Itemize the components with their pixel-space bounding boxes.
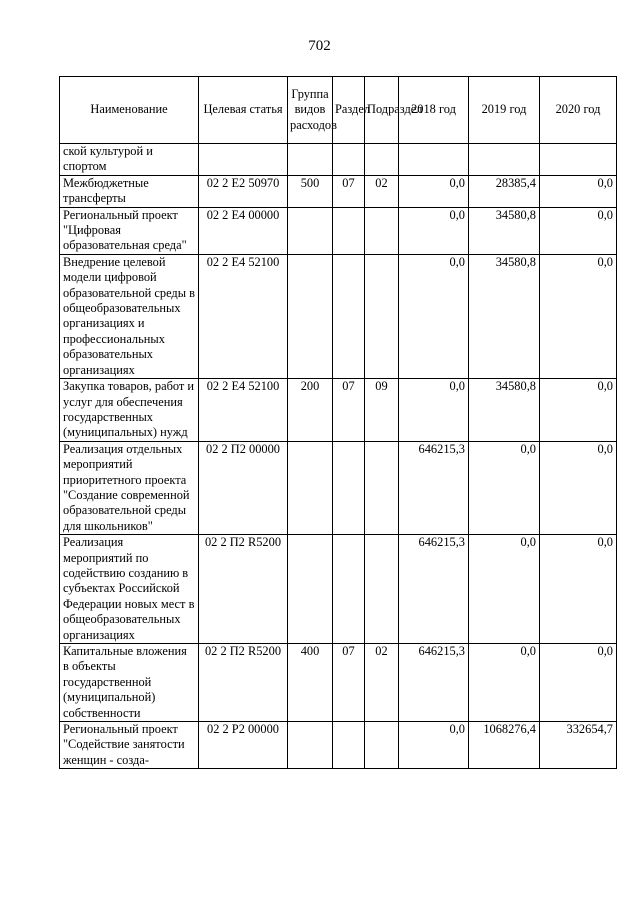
cell-2019: 34580,8 xyxy=(469,207,540,254)
cell-subsection xyxy=(365,535,399,644)
cell-2018: 0,0 xyxy=(399,379,469,442)
cell-2018: 0,0 xyxy=(399,254,469,378)
cell-target-article: 02 2 Е4 52100 xyxy=(199,254,288,378)
cell-name: Закупка товаров, работ и услуг для обеспечения государственных (муниципальных) нужд xyxy=(60,379,199,442)
cell-section xyxy=(333,254,365,378)
cell-name: Региональный проект "Цифровая образовательная среда" xyxy=(60,207,199,254)
cell-expense-group xyxy=(288,535,333,644)
cell-name: Реализация отдельных мероприятий приоритетного проекта "Создание современной образовательной среды для школьников" xyxy=(60,441,199,534)
table-row xyxy=(60,379,617,442)
header-target-article: Целевая статья xyxy=(199,77,288,144)
cell-name: Межбюджетные трансферты xyxy=(60,175,199,207)
table-row xyxy=(60,535,617,644)
cell-subsection xyxy=(365,254,399,378)
cell-subsection xyxy=(365,441,399,534)
cell-name: Региональный проект "Содействие занятости женщин - созда- xyxy=(60,722,199,769)
cell-2018: 646215,3 xyxy=(399,441,469,534)
cell-expense-group xyxy=(288,207,333,254)
cell-section xyxy=(333,207,365,254)
cell-name: Капитальные вложения в объекты государственной (муниципальной) собственности xyxy=(60,644,199,722)
cell-2019: 0,0 xyxy=(469,535,540,644)
cell-2020: 0,0 xyxy=(540,535,617,644)
cell-2019 xyxy=(469,144,540,176)
cell-2018: 0,0 xyxy=(399,207,469,254)
cell-section xyxy=(333,144,365,176)
cell-expense-group: 500 xyxy=(288,175,333,207)
header-section: Раздел xyxy=(333,77,365,144)
cell-2019: 34580,8 xyxy=(469,379,540,442)
cell-section: 07 xyxy=(333,379,365,442)
cell-target-article: 02 2 Е4 52100 xyxy=(199,379,288,442)
cell-subsection: 02 xyxy=(365,644,399,722)
cell-target-article: 02 2 П2 00000 xyxy=(199,441,288,534)
cell-2019: 28385,4 xyxy=(469,175,540,207)
cell-subsection xyxy=(365,207,399,254)
header-subsection: Подраздел xyxy=(365,77,399,144)
cell-expense-group: 400 xyxy=(288,644,333,722)
cell-2018 xyxy=(399,144,469,176)
cell-2018: 646215,3 xyxy=(399,535,469,644)
cell-section xyxy=(333,722,365,769)
table-body xyxy=(60,144,617,769)
cell-target-article: 02 2 Р2 00000 xyxy=(199,722,288,769)
cell-2020: 0,0 xyxy=(540,207,617,254)
cell-target-article: 02 2 Е2 50970 xyxy=(199,175,288,207)
cell-2019: 1068276,4 xyxy=(469,722,540,769)
cell-subsection: 02 xyxy=(365,175,399,207)
cell-2020: 332654,7 xyxy=(540,722,617,769)
cell-name: ской культурой и спортом xyxy=(60,144,199,176)
table-row xyxy=(60,644,617,722)
cell-2020 xyxy=(540,144,617,176)
budget-table xyxy=(59,76,617,769)
header-2020: 2020 год xyxy=(540,77,617,144)
cell-expense-group xyxy=(288,441,333,534)
cell-expense-group xyxy=(288,722,333,769)
header-expense-group: Группа видов расходов xyxy=(288,77,333,144)
cell-2018: 0,0 xyxy=(399,722,469,769)
cell-2020: 0,0 xyxy=(540,254,617,378)
table-header-row xyxy=(60,77,617,144)
cell-name: Реализация мероприятий по содействию созданию в субъектах Российской Федерации новых мест в общеобразовательных организациях xyxy=(60,535,199,644)
page-number: 702 xyxy=(308,38,331,54)
cell-expense-group: 200 xyxy=(288,379,333,442)
cell-section xyxy=(333,535,365,644)
cell-2020: 0,0 xyxy=(540,379,617,442)
header-2019: 2019 год xyxy=(469,77,540,144)
cell-expense-group xyxy=(288,144,333,176)
cell-name: Внедрение целевой модели цифровой образовательной среды в общеобразовательных организациях и профессиональных образовательных организациях xyxy=(60,254,199,378)
cell-section xyxy=(333,441,365,534)
table-row xyxy=(60,207,617,254)
table-row xyxy=(60,441,617,534)
cell-2018: 646215,3 xyxy=(399,644,469,722)
cell-target-article: 02 2 Е4 00000 xyxy=(199,207,288,254)
cell-2020: 0,0 xyxy=(540,441,617,534)
cell-2020: 0,0 xyxy=(540,644,617,722)
cell-2019: 0,0 xyxy=(469,441,540,534)
table-row xyxy=(60,722,617,769)
cell-target-article: 02 2 П2 R5200 xyxy=(199,644,288,722)
cell-2019: 0,0 xyxy=(469,644,540,722)
cell-2019: 34580,8 xyxy=(469,254,540,378)
cell-expense-group xyxy=(288,254,333,378)
cell-section: 07 xyxy=(333,175,365,207)
cell-2018: 0,0 xyxy=(399,175,469,207)
header-2018: 2018 год xyxy=(399,77,469,144)
cell-target-article: 02 2 П2 R5200 xyxy=(199,535,288,644)
cell-subsection: 09 xyxy=(365,379,399,442)
table-row xyxy=(60,175,617,207)
cell-subsection xyxy=(365,144,399,176)
header-name: Наименование xyxy=(60,77,199,144)
cell-section: 07 xyxy=(333,644,365,722)
table-row xyxy=(60,144,617,176)
cell-2020: 0,0 xyxy=(540,175,617,207)
table-row xyxy=(60,254,617,378)
cell-subsection xyxy=(365,722,399,769)
cell-target-article xyxy=(199,144,288,176)
